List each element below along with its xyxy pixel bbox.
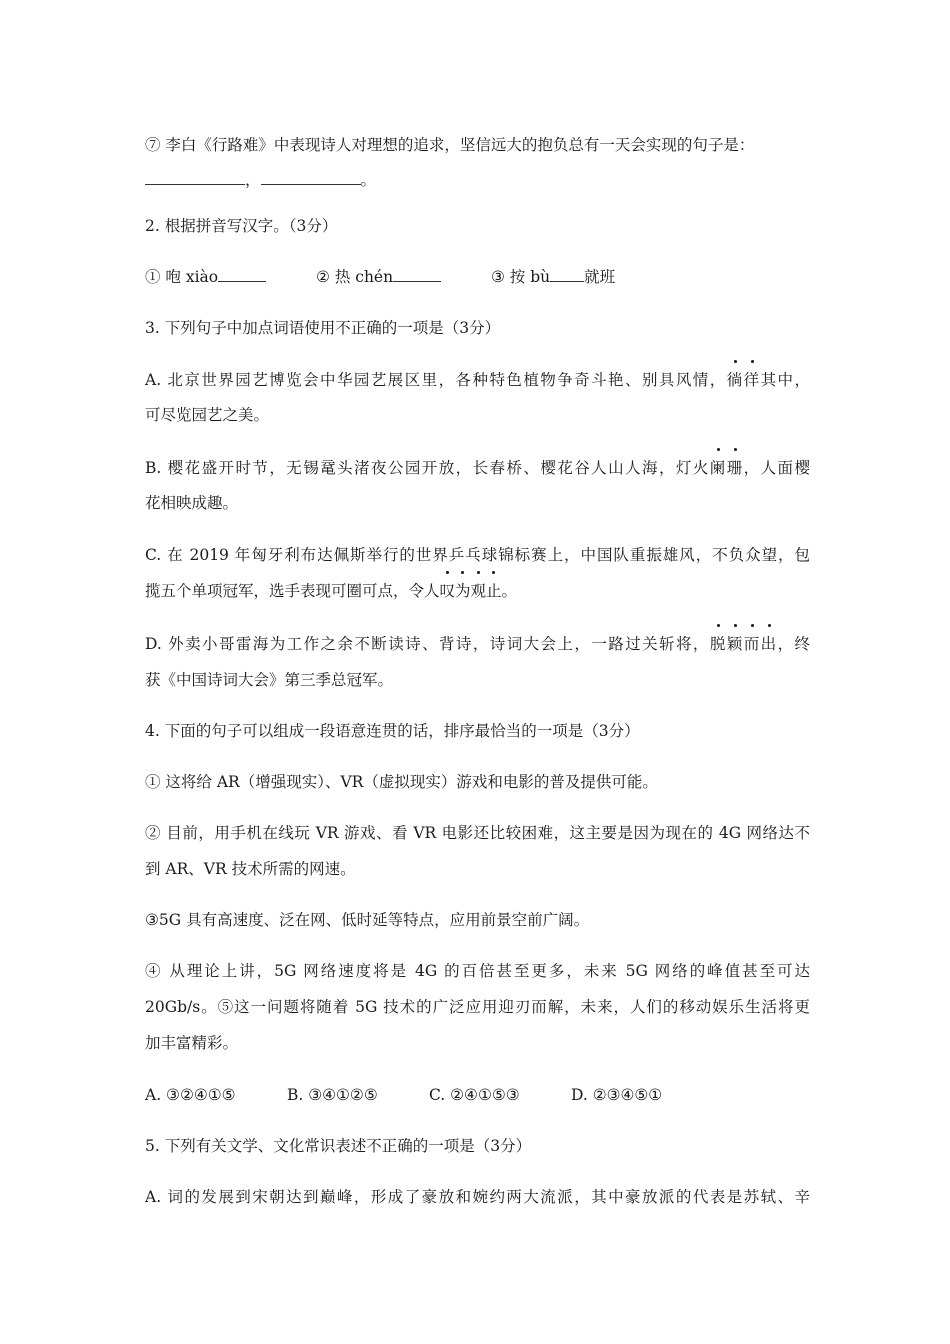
q4-option-a[interactable]: A. ③②④①⑤ [145,1086,236,1104]
q3-option-b: B. 樱花盛开时节，无锡鼋头渚夜公园开放，长春桥、樱花谷人山人海，灯火 阑珊，人面樱 [145,458,810,478]
q4-option-d[interactable]: D. ②③④⑤① [571,1086,663,1104]
q1-item7-answer-line: ， 。 [145,170,376,190]
q3-option-c: C. 在 2019 年匈牙利布达佩斯举行的世界乒乓球锦标赛上，中国队重振雄风，不负众望，包 [145,546,810,564]
q4-title: 4. 下面的句子可以组成一段语意连贯的话，排序最恰当的一项是（3分） [145,722,640,740]
q4-sentence-4-cont: 20Gb/s。⑤这一问题将随着 5G 技术的广泛应用迎刃而解，未来，人们的移动娱乐生活将更 [145,998,810,1016]
q4-sentence-3: ③5G 具有高速度、泛在网、低时延等特点，应用前景空前广阔。 [145,911,590,929]
q2-item-3: ③ 按 bù [490,268,551,286]
q2-title: 2. 根据拼音写汉字。（3分） [145,217,338,235]
q2-item-2: ② 热 chén [316,268,394,286]
q1-item7-text: ⑦ 李白《行路难》中表现诗人对理想的追求，坚信远大的抱负总有一天会实现的句子是： [145,136,755,154]
answer-blank[interactable] [145,170,245,185]
q4-options [145,1085,662,1105]
q5-title: 5. 下列有关文学、文化常识表述不正确的一项是（3分） [145,1137,532,1155]
emphasis-word: 叹为观止 [440,582,502,600]
q4-option-b[interactable]: B. ③④①②⑤ [287,1086,378,1104]
answer-blank[interactable] [550,267,584,282]
q3-title: 3. 下列句子中加点词语使用不正确的一项是（3分） [145,319,501,337]
q3-option-a: A. 北京世界园艺博览会中华园艺展区里，各种特色植物争奇斗艳、别具风情， 徜徉其中， [145,370,810,390]
q4-sentence-2: ② 目前，用手机在线玩 VR 游戏、看 VR 电影还比较困难，这主要是因为现在的 4G 网络达不 [145,824,810,842]
q4-sentence-4-cont2: 加丰富精彩。 [145,1034,239,1052]
emphasis-word: 脱颖而出 [710,635,778,653]
q2-item-1: ① 咆 xiào [145,268,219,286]
q4-sentence-4: ④ 从理论上讲，5G 网络速度将是 4G 的百倍甚至更多，未来 5G 网络的峰值甚至可达 [145,962,810,980]
q3-option-a-cont: 可尽览园艺之美。 [145,406,270,424]
emphasis-word: 阑珊 [710,459,744,477]
q3-option-b-cont: 花相映成趣。 [145,494,239,512]
q5-option-a: A. 词的发展到宋朝达到巅峰，形成了豪放和婉约两大流派，其中豪放派的代表是苏轼、辛 [145,1188,810,1206]
q4-sentence-1: ① 这将给 AR（增强现实）、VR（虚拟现实）游戏和电影的普及提供可能。 [145,773,658,791]
q3-option-d-cont: 获《中国诗词大会》第三季总冠军。 [145,671,394,689]
q3-option-c-cont: 揽五个单项冠军，选手表现可圈可点，令人 叹为观止。 [145,581,517,601]
answer-blank[interactable] [393,267,441,282]
emphasis-word: 徜徉 [727,371,761,389]
answer-blank[interactable] [218,267,266,282]
answer-blank[interactable] [261,170,361,185]
q4-sentence-2-cont: 到 AR、VR 技术所需的网速。 [145,860,356,878]
q4-option-c[interactable]: C. ②④①⑤③ [429,1086,520,1104]
q2-items: ① 咆 xiào ② 热 chén ③ 按 bù 就班 [145,268,616,286]
q3-option-d: D. 外卖小哥雷海为工作之余不断读诗、背诗，诗词大会上，一路过关斩将， 脱颖而出，终 [145,634,810,654]
